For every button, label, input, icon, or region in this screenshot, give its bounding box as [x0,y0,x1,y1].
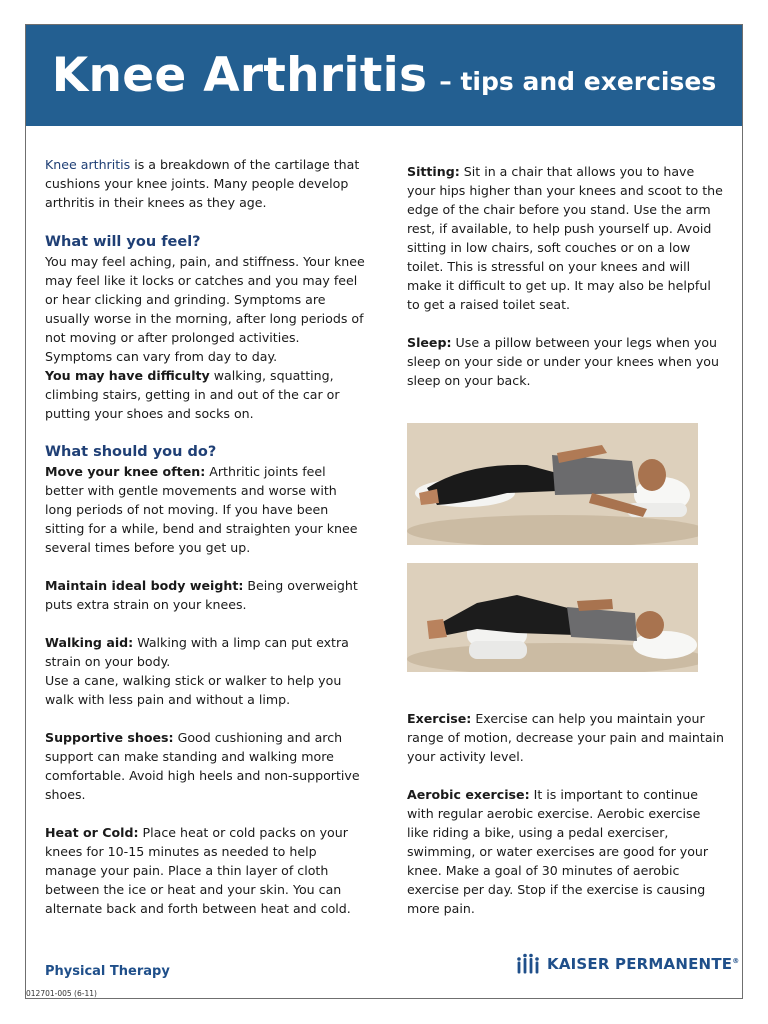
kaiser-permanente-logo [515,952,739,976]
logo-text: KAISER PERMANENTE® [547,955,740,973]
aerobic-paragraph: Aerobic exercise: It is important to continue with regular aerobic exercise. Aerobic exercise like riding a bike, using a pedal exerciser, swimming, or water exercises are good for your knee. Make a goal of 30 minutes of aerobic exercise per day. Stop if the exercise is causing more pain. [407,787,709,916]
heat-cold-paragraph: Heat or Cold: Place heat or cold packs on your knees for 10-15 minutes as needed to help manage your pain. Place a thin layer of cloth between the ice or heat and your skin. You can alternate back and forth between heat and cold. [45,825,351,916]
registered-mark: ® [732,957,740,965]
sleep-paragraph: Sleep: Use a pillow between your legs when you sleep on your side or under your knees when you sleep on your back. [407,335,719,388]
department-label: Physical Therapy [45,964,170,979]
weight-paragraph: Maintain ideal body weight: Being overweight puts extra strain on your knees. [45,578,358,612]
title-banner [26,25,742,126]
move-paragraph: Move your knee often: Arthritic joints feel better with gentle movements and worse with long periods of not moving. If you have been sitting for a while, bend and straighten your knee several times before you get up. [45,464,358,555]
side-sleeping-illustration [407,423,698,545]
walking-paragraph: Walking aid: Walking with a limp can put extra strain on your body. [45,635,349,669]
page-subtitle: – tips and exercises [439,67,717,96]
difficulty-paragraph: You may have difficulty walking, squatting, climbing stairs, getting in and out of the car or putting your shoes and socks on. [45,368,340,421]
right-column [407,162,725,390]
do-heading: What should you do? [45,444,217,460]
feel-paragraph: You may feel aching, pain, and stiffness. Your knee may feel like it locks or catches and you may feel or hear clicking and grinding. Symptoms are usually worse in the morning, after long periods of not moving or after prolonged activities. Symptoms can vary from day to day. [45,254,365,364]
exercise-paragraph: Exercise: Exercise can help you maintain your range of motion, decrease your pain and maintain your activity level. [407,711,725,764]
document-code: 012701-005 (6-11) [26,989,97,998]
back-sleeping-photo [407,563,698,672]
sitting-paragraph: Sitting: Sit in a chair that allows you to have your hips higher than your knees and scoot to the edge of the chair before you stand. Use the arm rest, if available, to help push yourself up. Avoid sitting in low chairs, soft couches or on a low toilet. This is stressful on your knees and will make it difficult to get up. It may also be helpful to get a raised toilet seat. [407,164,723,312]
side-sleeping-photo [407,423,698,545]
kaiser-logo-icon [515,952,541,976]
intro-term: Knee arthritis [45,157,131,172]
intro-paragraph: Knee arthritis is a breakdown of the cartilage that cushions your knee joints. Many people develop arthritis in their knees as they age. [45,157,360,210]
shoes-paragraph: Supportive shoes: Good cushioning and arch support can make standing and walking more comfortable. Avoid high heels and non-supportive shoes. [45,730,360,802]
back-sleeping-illustration [407,563,698,672]
page-title: Knee Arthritis [51,48,428,103]
walking-paragraph-2: Use a cane, walking stick or walker to help you walk with less pain and without a limp. [45,673,342,707]
feel-heading: What will you feel? [45,234,201,250]
left-column [45,155,367,918]
right-column-lower [407,709,725,918]
